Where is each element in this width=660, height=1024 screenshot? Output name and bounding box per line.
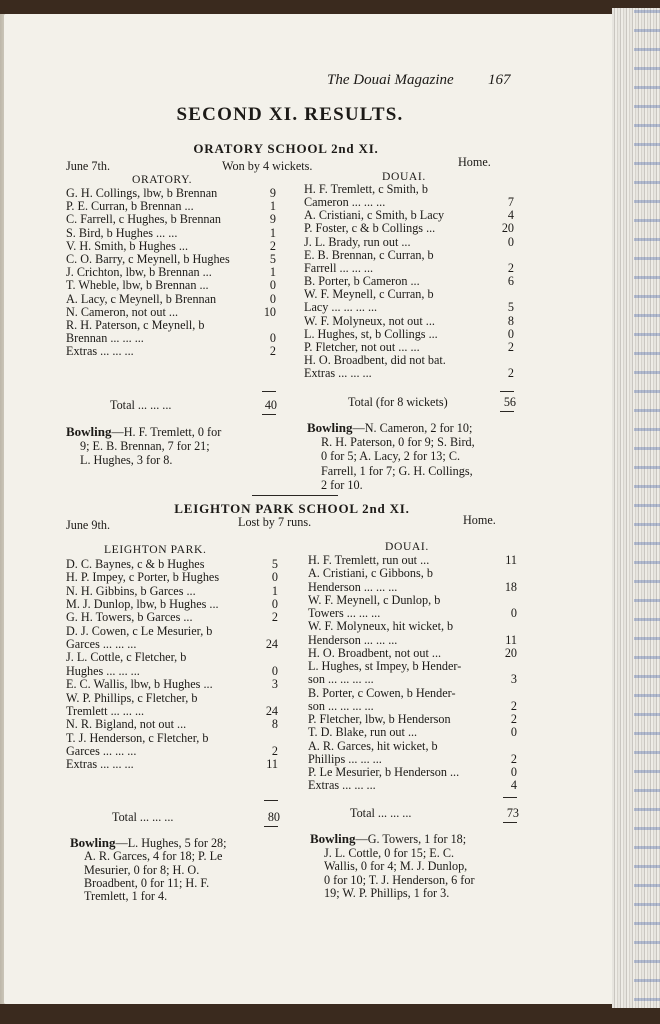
- match1-oratory-runs: 2: [269, 238, 276, 253]
- match2-douai-runs: 11: [505, 632, 517, 647]
- match2-douai-line: Extras ... ... ...: [308, 778, 376, 793]
- match1-douai-runs: 4: [507, 208, 514, 223]
- match2-leighton-line: Hughes ... ... ...: [66, 663, 140, 678]
- match1-oratory-line: R. H. Paterson, c Meynell, b: [66, 318, 205, 332]
- match2-left-total-label: Total ... ... ...: [112, 810, 174, 824]
- match1-right-total-label: Total (for 8 wickets): [348, 395, 448, 409]
- match1-left-bowling-line: L. Hughes, 3 for 8.: [80, 453, 173, 467]
- match1-oratory-line: T. Wheble, lbw, b Brennan ...: [66, 278, 209, 293]
- match1-right-bowling-line: R. H. Paterson, 0 for 9; S. Bird,: [321, 435, 475, 450]
- match1-result: Won by 4 wickets.: [222, 159, 313, 173]
- match2-leighton-line: D. C. Baynes, c & b Hughes: [66, 557, 205, 571]
- match1-oratory-line: C. Farrell, c Hughes, b Brennan: [66, 212, 222, 227]
- match1-right-sum-rule: [500, 391, 514, 392]
- match2-leighton-runs: 24: [265, 637, 278, 652]
- match1-venue: Home.: [458, 155, 491, 169]
- match2-leighton-line: Garces ... ... ...: [66, 743, 137, 758]
- match1-oratory-runs: 0: [269, 331, 276, 346]
- match2-leighton-line: E. C. Wallis, lbw, b Hughes ...: [66, 677, 213, 692]
- match2-douai-runs: 2: [510, 712, 517, 726]
- match1-left-total-label: Total ... ... ...: [110, 398, 172, 412]
- page-title: SECOND XI. RESULTS.: [176, 104, 404, 125]
- match2-left-bowling-line: Bowling—L. Hughes, 5 for 28;: [70, 835, 227, 850]
- match1-oratory-runs: 10: [263, 304, 276, 319]
- match1-oratory-line: Extras ... ... ...: [66, 344, 134, 359]
- match1-douai-runs: 7: [507, 195, 514, 210]
- match1-oratory-line: G. H. Collings, lbw, b Brennan: [66, 186, 218, 200]
- match2-result: Lost by 7 runs.: [238, 515, 312, 529]
- match2-douai-line: P. Le Mesurier, b Henderson ...: [308, 765, 460, 779]
- match2-leighton-line: Extras ... ... ...: [66, 757, 134, 772]
- match2-leighton-runs: 24: [265, 703, 278, 718]
- match2-douai-line: son ... ... ... ...: [308, 672, 374, 687]
- match1-douai-line: Extras ... ... ...: [304, 366, 372, 381]
- match1-left-total: 40: [264, 398, 277, 412]
- match2-leighton-line: D. J. Cowen, c Le Mesurier, b: [66, 623, 213, 638]
- match1-left-bowling-line: Bowling—H. F. Tremlett, 0 for: [66, 424, 222, 439]
- match1-right-bowling-line: Farrell, 1 for 7; G. H. Collings,: [321, 463, 473, 478]
- match2-douai-line: H. F. Tremlett, run out ...: [308, 553, 430, 567]
- match2-douai-runs: 0: [510, 606, 517, 620]
- match2-right-bowling-line: 19; W. P. Phillips, 1 for 3.: [324, 886, 450, 900]
- match2-douai-line: L. Hughes, st Impey, b Hender-: [308, 659, 462, 673]
- match1-douai-runs: 2: [507, 339, 514, 354]
- match2-leighton-line: N. R. Bigland, not out ...: [66, 717, 187, 732]
- match2-right-bowling-line: J. L. Cottle, 0 for 15; E. C.: [324, 845, 454, 860]
- match1-left-team: ORATORY.: [132, 173, 193, 186]
- match2-leighton-runs: 8: [271, 717, 278, 732]
- match2-leighton-line: M. J. Dunlop, lbw, b Hughes ...: [66, 597, 219, 612]
- match2-leighton-runs: 2: [271, 743, 278, 758]
- match2-left-bowling-label: Bowling: [70, 835, 116, 850]
- match2-right-bowling-label: Bowling: [310, 831, 356, 846]
- match2-left-bowling-line: Tremlett, 1 for 4.: [84, 889, 168, 904]
- match2-right-bowling-line: Bowling—G. Towers, 1 for 18;: [310, 831, 467, 846]
- match1-right-bowling-line: 0 for 5; A. Lacy, 2 for 13; C.: [321, 449, 461, 464]
- match1-left-bowling-label: Bowling: [66, 424, 112, 439]
- match1-douai-line: W. F. Meynell, c Curran, b: [304, 287, 434, 302]
- match1-douai-runs: 0: [507, 326, 514, 341]
- match2-heading: LEIGHTON PARK SCHOOL 2nd XI.: [174, 501, 410, 516]
- match2-date: June 9th.: [66, 518, 111, 532]
- match2-douai-line: Towers ... ... ...: [308, 606, 381, 620]
- match2-douai-runs: 2: [510, 698, 517, 713]
- match2-douai-line: A. Cristiani, c Gibbons, b: [308, 566, 433, 581]
- match2-leighton-runs: 11: [266, 757, 278, 772]
- match2-douai-line: Henderson ... ... ...: [308, 579, 398, 594]
- match2-leighton-line: N. H. Gibbins, b Garces ...: [66, 583, 196, 598]
- match2-leighton-runs: 0: [271, 663, 278, 678]
- match1-oratory-line: Brennan ... ... ...: [66, 331, 144, 346]
- match2-douai-line: H. O. Broadbent, not out ...: [308, 645, 442, 660]
- match2-douai-line: W. F. Meynell, c Dunlop, b: [308, 592, 441, 607]
- match1-heading: ORATORY SCHOOL 2nd XI.: [193, 141, 379, 156]
- match1-douai-line: H. O. Broadbent, did not bat.: [304, 352, 446, 367]
- match1-right-total-rule: [500, 411, 514, 412]
- match1-left-bowling-line: 9; E. B. Brennan, 7 for 21;: [80, 439, 210, 453]
- match1-oratory-runs: 0: [269, 291, 276, 306]
- match2-douai-runs: 18: [504, 579, 517, 594]
- match2-left-total-rule: [264, 826, 278, 827]
- match2-douai-line: A. R. Garces, hit wicket, b: [308, 738, 438, 753]
- match1-oratory-runs: 1: [269, 265, 276, 280]
- match1-douai-runs: 6: [507, 274, 514, 289]
- match2-leighton-runs: 0: [271, 570, 278, 585]
- match1-douai-line: E. B. Brennan, c Curran, b: [304, 247, 434, 262]
- match1-oratory-line: A. Lacy, c Meynell, b Brennan: [66, 291, 217, 306]
- match2-leighton-runs: 5: [271, 557, 278, 571]
- match2-douai-runs: 4: [510, 778, 517, 793]
- match1-douai-runs: 5: [507, 300, 514, 315]
- match1-douai-line: Farrell ... ... ...: [304, 260, 374, 275]
- match2-left-team: LEIGHTON PARK.: [104, 543, 207, 556]
- match2-douai-line: B. Porter, c Cowen, b Hender-: [308, 685, 456, 700]
- match1-oratory-runs: 5: [269, 252, 276, 266]
- match1-douai-line: H. F. Tremlett, c Smith, b: [304, 182, 428, 196]
- match2-left-bowling-line: Mesurier, 0 for 8; H. O.: [84, 862, 200, 877]
- match2-douai-line: son ... ... ... ...: [308, 698, 374, 713]
- match2-douai-line: Phillips ... ... ...: [308, 751, 382, 766]
- match1-douai-runs: 2: [507, 366, 514, 381]
- match1-left-total-rule: [262, 414, 276, 415]
- match2-left-bowling-line: Broadbent, 0 for 11; H. F.: [84, 875, 210, 890]
- match2-leighton-line: H. P. Impey, c Porter, b Hughes: [66, 570, 220, 585]
- match1-oratory-runs: 2: [269, 344, 276, 359]
- match2-douai-line: T. D. Blake, run out ...: [308, 725, 418, 740]
- match1-oratory-line: S. Bird, b Hughes ... ...: [66, 225, 178, 240]
- match2-right-bowling-line: Wallis, 0 for 4; M. J. Dunlop,: [324, 859, 468, 873]
- match1-douai-runs: 20: [501, 221, 514, 236]
- match1-douai-line: B. Porter, b Cameron ...: [304, 274, 420, 289]
- match2-venue: Home.: [463, 513, 496, 527]
- match1-douai-line: L. Hughes, st, b Collings ...: [304, 326, 438, 341]
- match1-douai-line: P. Foster, c & b Collings ...: [304, 221, 436, 236]
- match2-leighton-runs: 0: [271, 597, 278, 612]
- match1-oratory-runs: 1: [269, 199, 276, 214]
- match2-left-bowling-line: A. R. Garces, 4 for 18; P. Le: [84, 849, 223, 864]
- match1-douai-line: W. F. Molyneux, not out ...: [304, 313, 435, 328]
- match2-douai-runs: 0: [510, 725, 517, 740]
- match1-douai-runs: 2: [507, 260, 514, 275]
- match1-right-total: 56: [503, 395, 516, 409]
- match1-right-bowling-line: 2 for 10.: [321, 477, 363, 492]
- page-edge-tint: [634, 10, 660, 1004]
- match2-leighton-line: Tremlett ... ... ...: [66, 703, 145, 718]
- match1-douai-line: P. Fletcher, not out ... ...: [304, 339, 420, 354]
- match1-oratory-line: N. Cameron, not out ...: [66, 304, 179, 319]
- match2-leighton-runs: 3: [271, 677, 278, 692]
- match2-douai-line: P. Fletcher, lbw, b Henderson: [308, 712, 451, 726]
- match1-oratory-runs: 1: [269, 225, 276, 240]
- match2-douai-line: Henderson ... ... ...: [308, 632, 398, 647]
- match1-douai-runs: 8: [507, 313, 514, 328]
- match1-left-sum-rule: [262, 391, 276, 392]
- match2-left-total: 80: [267, 810, 280, 824]
- match2-douai-runs: 11: [505, 553, 517, 567]
- match2-right-total: 73: [506, 806, 519, 820]
- match1-oratory-runs: 9: [269, 212, 276, 227]
- match2-leighton-line: Garces ... ... ...: [66, 637, 137, 652]
- match1-oratory-line: V. H. Smith, b Hughes ...: [66, 238, 188, 253]
- match1-right-team: DOUAI.: [382, 170, 426, 183]
- running-header: The Douai Magazine: [327, 72, 454, 88]
- match1-oratory-line: P. E. Curran, b Brennan ...: [66, 199, 194, 214]
- match2-right-bowling-line: 0 for 10; T. J. Henderson, 6 for: [324, 872, 475, 887]
- match2-right-sum-rule: [503, 797, 517, 798]
- match1-right-bowling-label: Bowling: [307, 420, 353, 435]
- match2-douai-runs: 20: [504, 645, 517, 660]
- section-divider: [252, 495, 338, 496]
- match2-left-sum-rule: [264, 800, 278, 801]
- match1-douai-line: J. L. Brady, run out ...: [304, 234, 411, 249]
- match2-leighton-runs: 1: [271, 583, 278, 598]
- match1-douai-line: Cameron ... ... ...: [304, 195, 386, 210]
- match2-douai-runs: 0: [510, 765, 517, 779]
- match2-douai-runs: 2: [510, 751, 517, 766]
- match1-right-bowling-line: Bowling—N. Cameron, 2 for 10;: [307, 420, 473, 435]
- match1-oratory-runs: 9: [269, 186, 276, 200]
- match1-douai-line: Lacy ... ... ... ...: [304, 300, 378, 315]
- match1-oratory-runs: 0: [269, 278, 276, 293]
- match2-leighton-line: W. P. Phillips, c Fletcher, b: [66, 690, 198, 705]
- match1-oratory-line: J. Crichton, lbw, b Brennan ...: [66, 265, 212, 280]
- match2-leighton-line: T. J. Henderson, c Fletcher, b: [66, 730, 209, 745]
- match2-douai-line: W. F. Molyneux, hit wicket, b: [308, 619, 454, 634]
- match1-date: June 7th.: [66, 159, 111, 173]
- match2-right-team: DOUAI.: [385, 540, 429, 553]
- match2-leighton-runs: 2: [271, 610, 278, 625]
- page-number: 167: [488, 72, 511, 88]
- match2-leighton-line: J. L. Cottle, c Fletcher, b: [66, 650, 187, 665]
- match1-oratory-line: C. O. Barry, c Meynell, b Hughes: [66, 252, 230, 266]
- match2-right-total-label: Total ... ... ...: [350, 806, 412, 820]
- match1-douai-runs: 0: [507, 234, 514, 249]
- match1-douai-line: A. Cristiani, c Smith, b Lacy: [304, 208, 445, 223]
- match2-right-total-rule: [503, 822, 517, 823]
- match2-leighton-line: G. H. Towers, b Garces ...: [66, 610, 193, 625]
- match2-douai-runs: 3: [510, 672, 517, 687]
